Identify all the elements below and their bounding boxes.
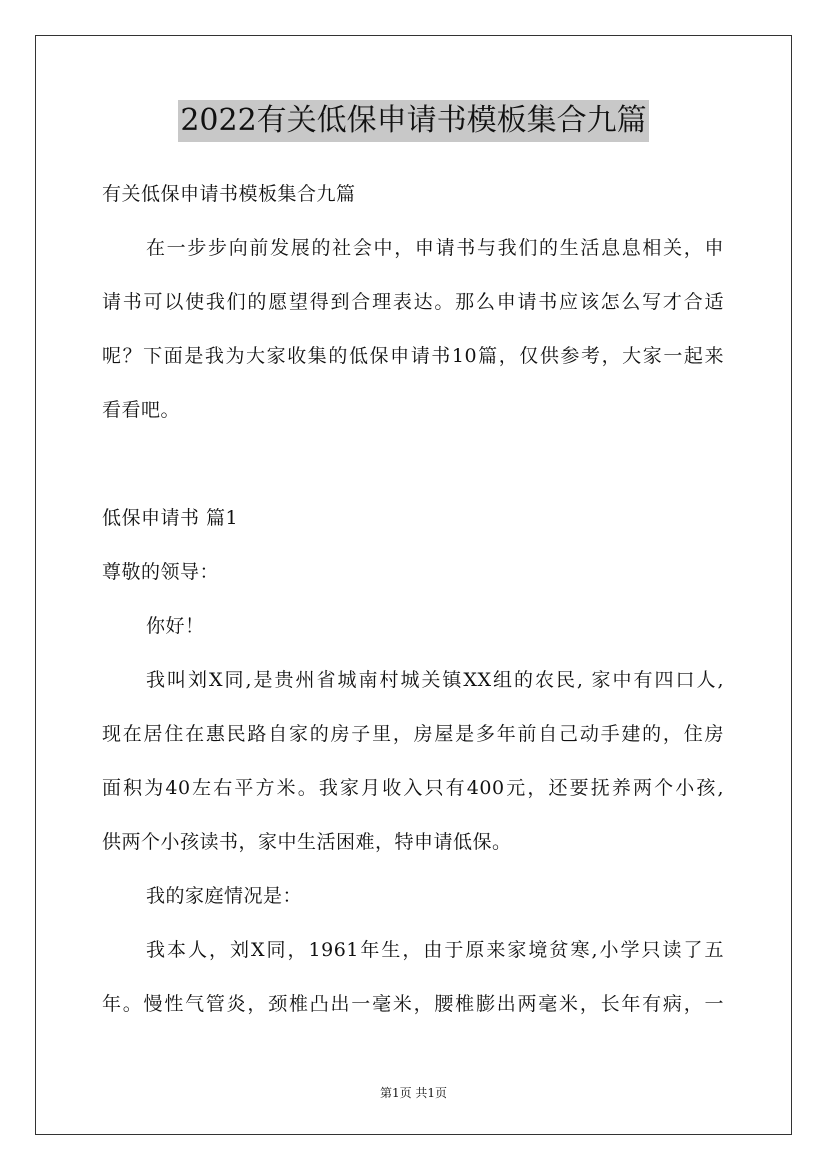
family-heading: 我的家庭情况是：	[146, 885, 303, 907]
intro-line-3: 呢？下面是我为大家收集的低保申请书10篇，仅供参考，大家一起来	[102, 345, 724, 367]
section-heading: 低保申请书 篇1	[102, 507, 239, 529]
salutation: 尊敬的领导：	[102, 561, 220, 583]
para1-line-1: 我叫刘X同,是贵州省城南村城关镇XX组的农民, 家中有四口人,	[146, 669, 724, 691]
para1-line-2: 现在居住在惠民路自家的房子里，房屋是多年前自己动手建的，住房	[102, 723, 724, 745]
intro-line-4: 看看吧。	[102, 399, 181, 421]
page-footer: 第1页 共1页	[379, 1086, 448, 1100]
intro-line-1: 在一步步向前发展的社会中，申请书与我们的生活息息相关，申	[146, 237, 724, 259]
greeting: 你好！	[146, 615, 205, 637]
para1-line-4: 供两个小孩读书，家中生活困难，特申请低保。	[102, 831, 512, 853]
para2-line-2: 年。慢性气管炎，颈椎凸出一毫米，腰椎膨出两毫米，长年有病，一	[102, 993, 724, 1015]
para2-line-1: 我本人，刘X同，1961年生，由于原来家境贫寒,小学只读了五	[146, 939, 724, 961]
title-container	[0, 100, 827, 142]
intro-line-2: 请书可以使我们的愿望得到合理表达。那么申请书应该怎么写才合适	[102, 291, 724, 313]
document-title: 2022有关低保申请书模板集合九篇	[178, 100, 648, 142]
document-subtitle: 有关低保申请书模板集合九篇	[102, 183, 356, 205]
para1-line-3: 面积为40左右平方米。我家月收入只有400元，还要抚养两个小孩,	[102, 777, 724, 799]
